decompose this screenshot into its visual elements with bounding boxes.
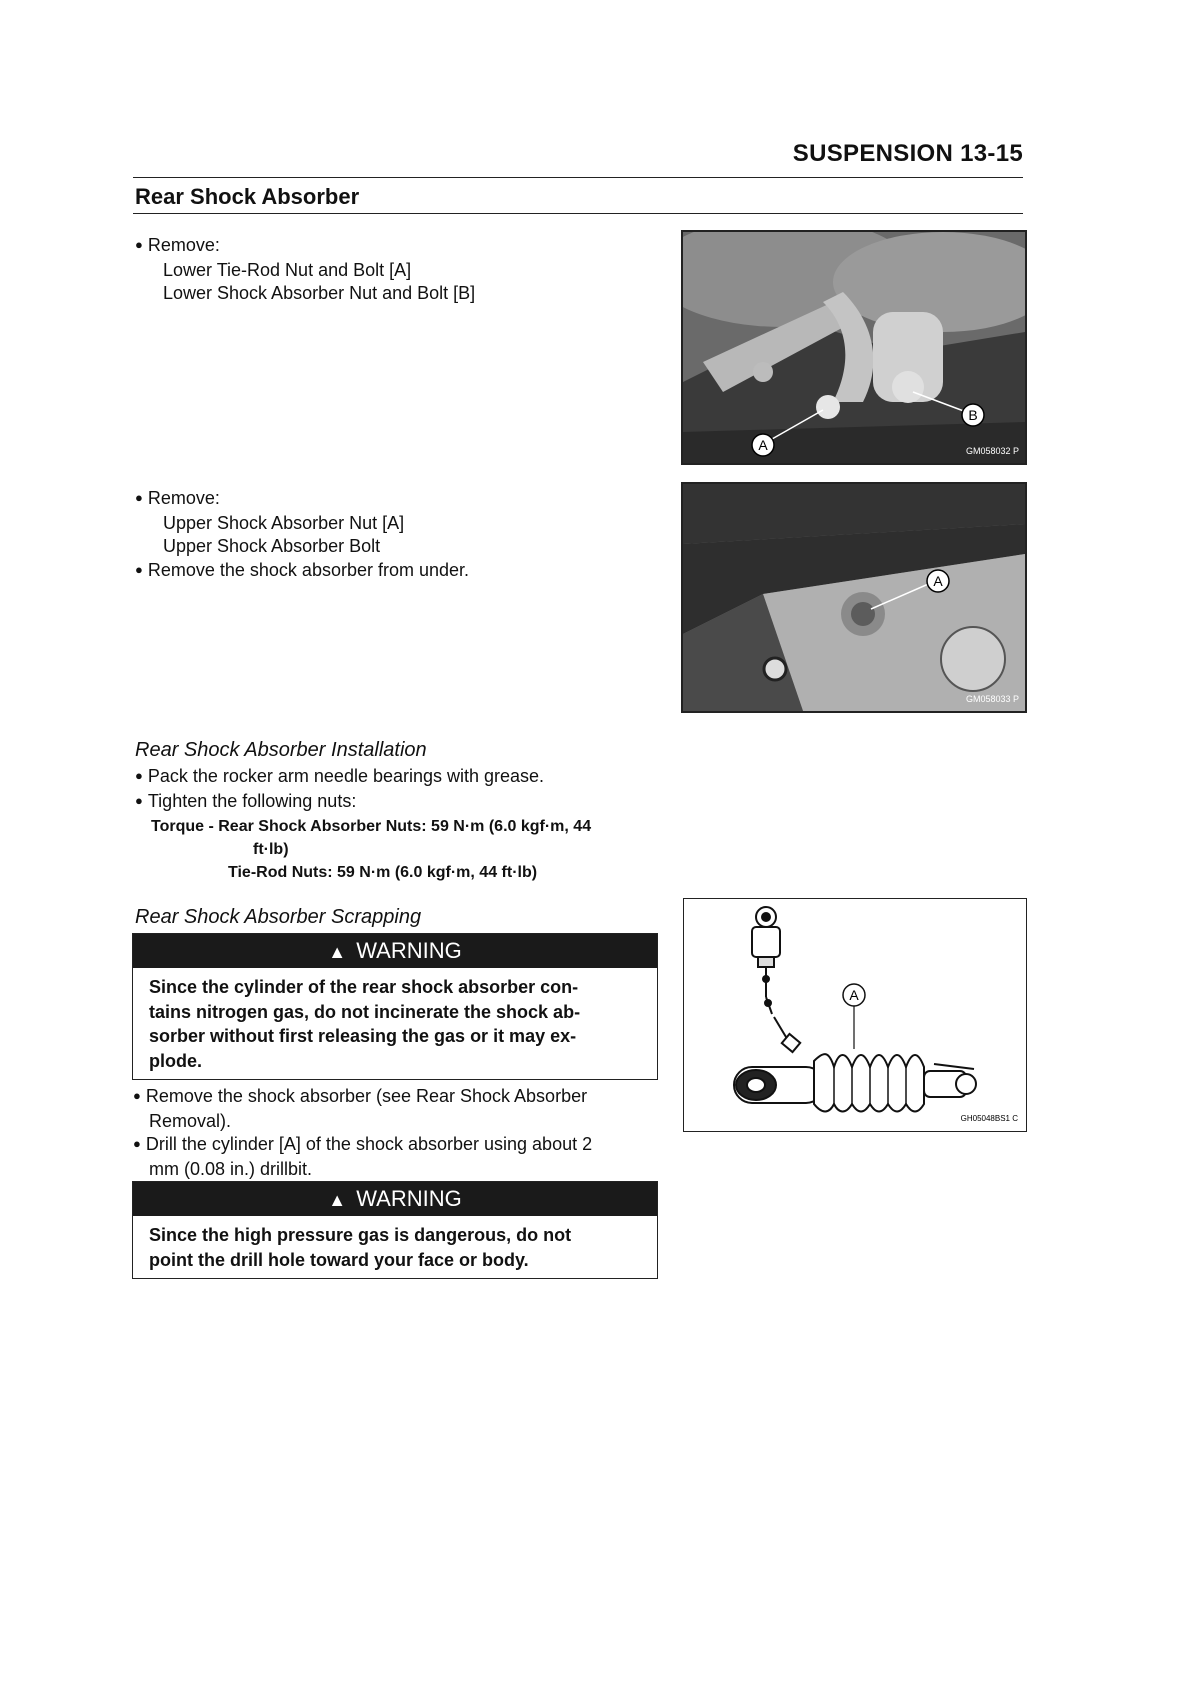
scrapping-heading: Rear Shock Absorber Scrapping — [135, 906, 422, 928]
callout-b: B — [968, 407, 978, 423]
warning-line: plode. — [149, 1050, 202, 1071]
step2-bullet: ● Remove: — [135, 487, 469, 512]
warning-line: sorber without first releasing the gas or it may ex- — [149, 1026, 577, 1046]
torque-line-1: Torque - Rear Shock Absorber Nuts: 59 N·m (6.0 kgf·m, 44 — [151, 818, 592, 835]
warning-line: Since the high pressure gas is dangerous, do not — [149, 1225, 572, 1245]
installation-bullet: ● Pack the rocker arm needle bearings with grease. — [135, 765, 544, 790]
warning-line: Since the cylinder of the rear shock absorber con- — [149, 977, 579, 997]
warning-box-1 — [132, 933, 658, 1080]
scrapping-bullet: ● Remove the shock absorber (see Rear Shock Absorber — [133, 1085, 663, 1110]
step2-item: Upper Shock Absorber Nut [A] — [163, 512, 405, 533]
step1-block — [135, 234, 475, 306]
warning-banner — [133, 934, 657, 968]
callout-a: A — [933, 573, 943, 589]
chapter-page-number: SUSPENSION 13-15 — [792, 140, 1023, 167]
warning-banner — [133, 1182, 657, 1216]
step1-item: Lower Tie-Rod Nut and Bolt [A] — [163, 259, 412, 280]
warning-label: WARNING — [356, 1186, 462, 1211]
header-rule — [133, 177, 1023, 178]
torque-line-2: Tie-Rod Nuts: 59 N·m (6.0 kgf·m, 44 ft·lb) — [228, 864, 538, 881]
photo-upper-mount — [681, 482, 1027, 713]
warning-box-2 — [132, 1181, 658, 1279]
diagram-shock-drilling — [683, 898, 1027, 1132]
torque-spec — [151, 815, 591, 884]
scrapping-bullet-cont: mm (0.08 in.) drillbit. — [149, 1158, 313, 1179]
photo-lower-mount — [681, 230, 1027, 465]
warning-line: tains nitrogen gas, do not incinerate the shock ab- — [149, 1001, 581, 1022]
scrapping-bullet: ● Drill the cylinder [A] of the shock absorber using about 2 — [133, 1133, 663, 1158]
figure-code: GM058032 P — [965, 446, 1019, 456]
installation-steps — [135, 765, 544, 814]
section-title: Rear Shock Absorber — [135, 184, 360, 209]
figure-code: GH05048BS1 C — [960, 1114, 1018, 1123]
warning-line: point the drill hole toward your face or body. — [149, 1249, 529, 1270]
figure-code: GM058033 P — [965, 694, 1019, 704]
installation-bullet: ● Tighten the following nuts: — [135, 790, 544, 815]
warning-text — [133, 1216, 657, 1278]
warning-triangle-icon: ▲ — [328, 942, 347, 962]
callout-a: A — [849, 987, 859, 1003]
scrapping-bullet-cont: Removal). — [149, 1110, 232, 1131]
step1-item: Lower Shock Absorber Nut and Bolt [B] — [163, 283, 476, 303]
warning-text — [133, 968, 657, 1079]
step2-block — [135, 487, 469, 583]
warning-triangle-icon: ▲ — [328, 1190, 347, 1210]
page-header — [133, 140, 1023, 180]
torque-line-1-cont: ft·lb) — [253, 841, 289, 858]
installation-heading: Rear Shock Absorber Installation — [135, 739, 427, 761]
warning-label: WARNING — [356, 938, 462, 963]
step1-bullet: ● Remove: — [135, 234, 475, 259]
section-rule — [133, 213, 1023, 214]
scrapping-steps — [133, 1085, 663, 1181]
step2-item: Upper Shock Absorber Bolt — [163, 536, 381, 556]
callout-a: A — [758, 437, 768, 453]
step2-bullet2: ● Remove the shock absorber from under. — [135, 559, 469, 584]
